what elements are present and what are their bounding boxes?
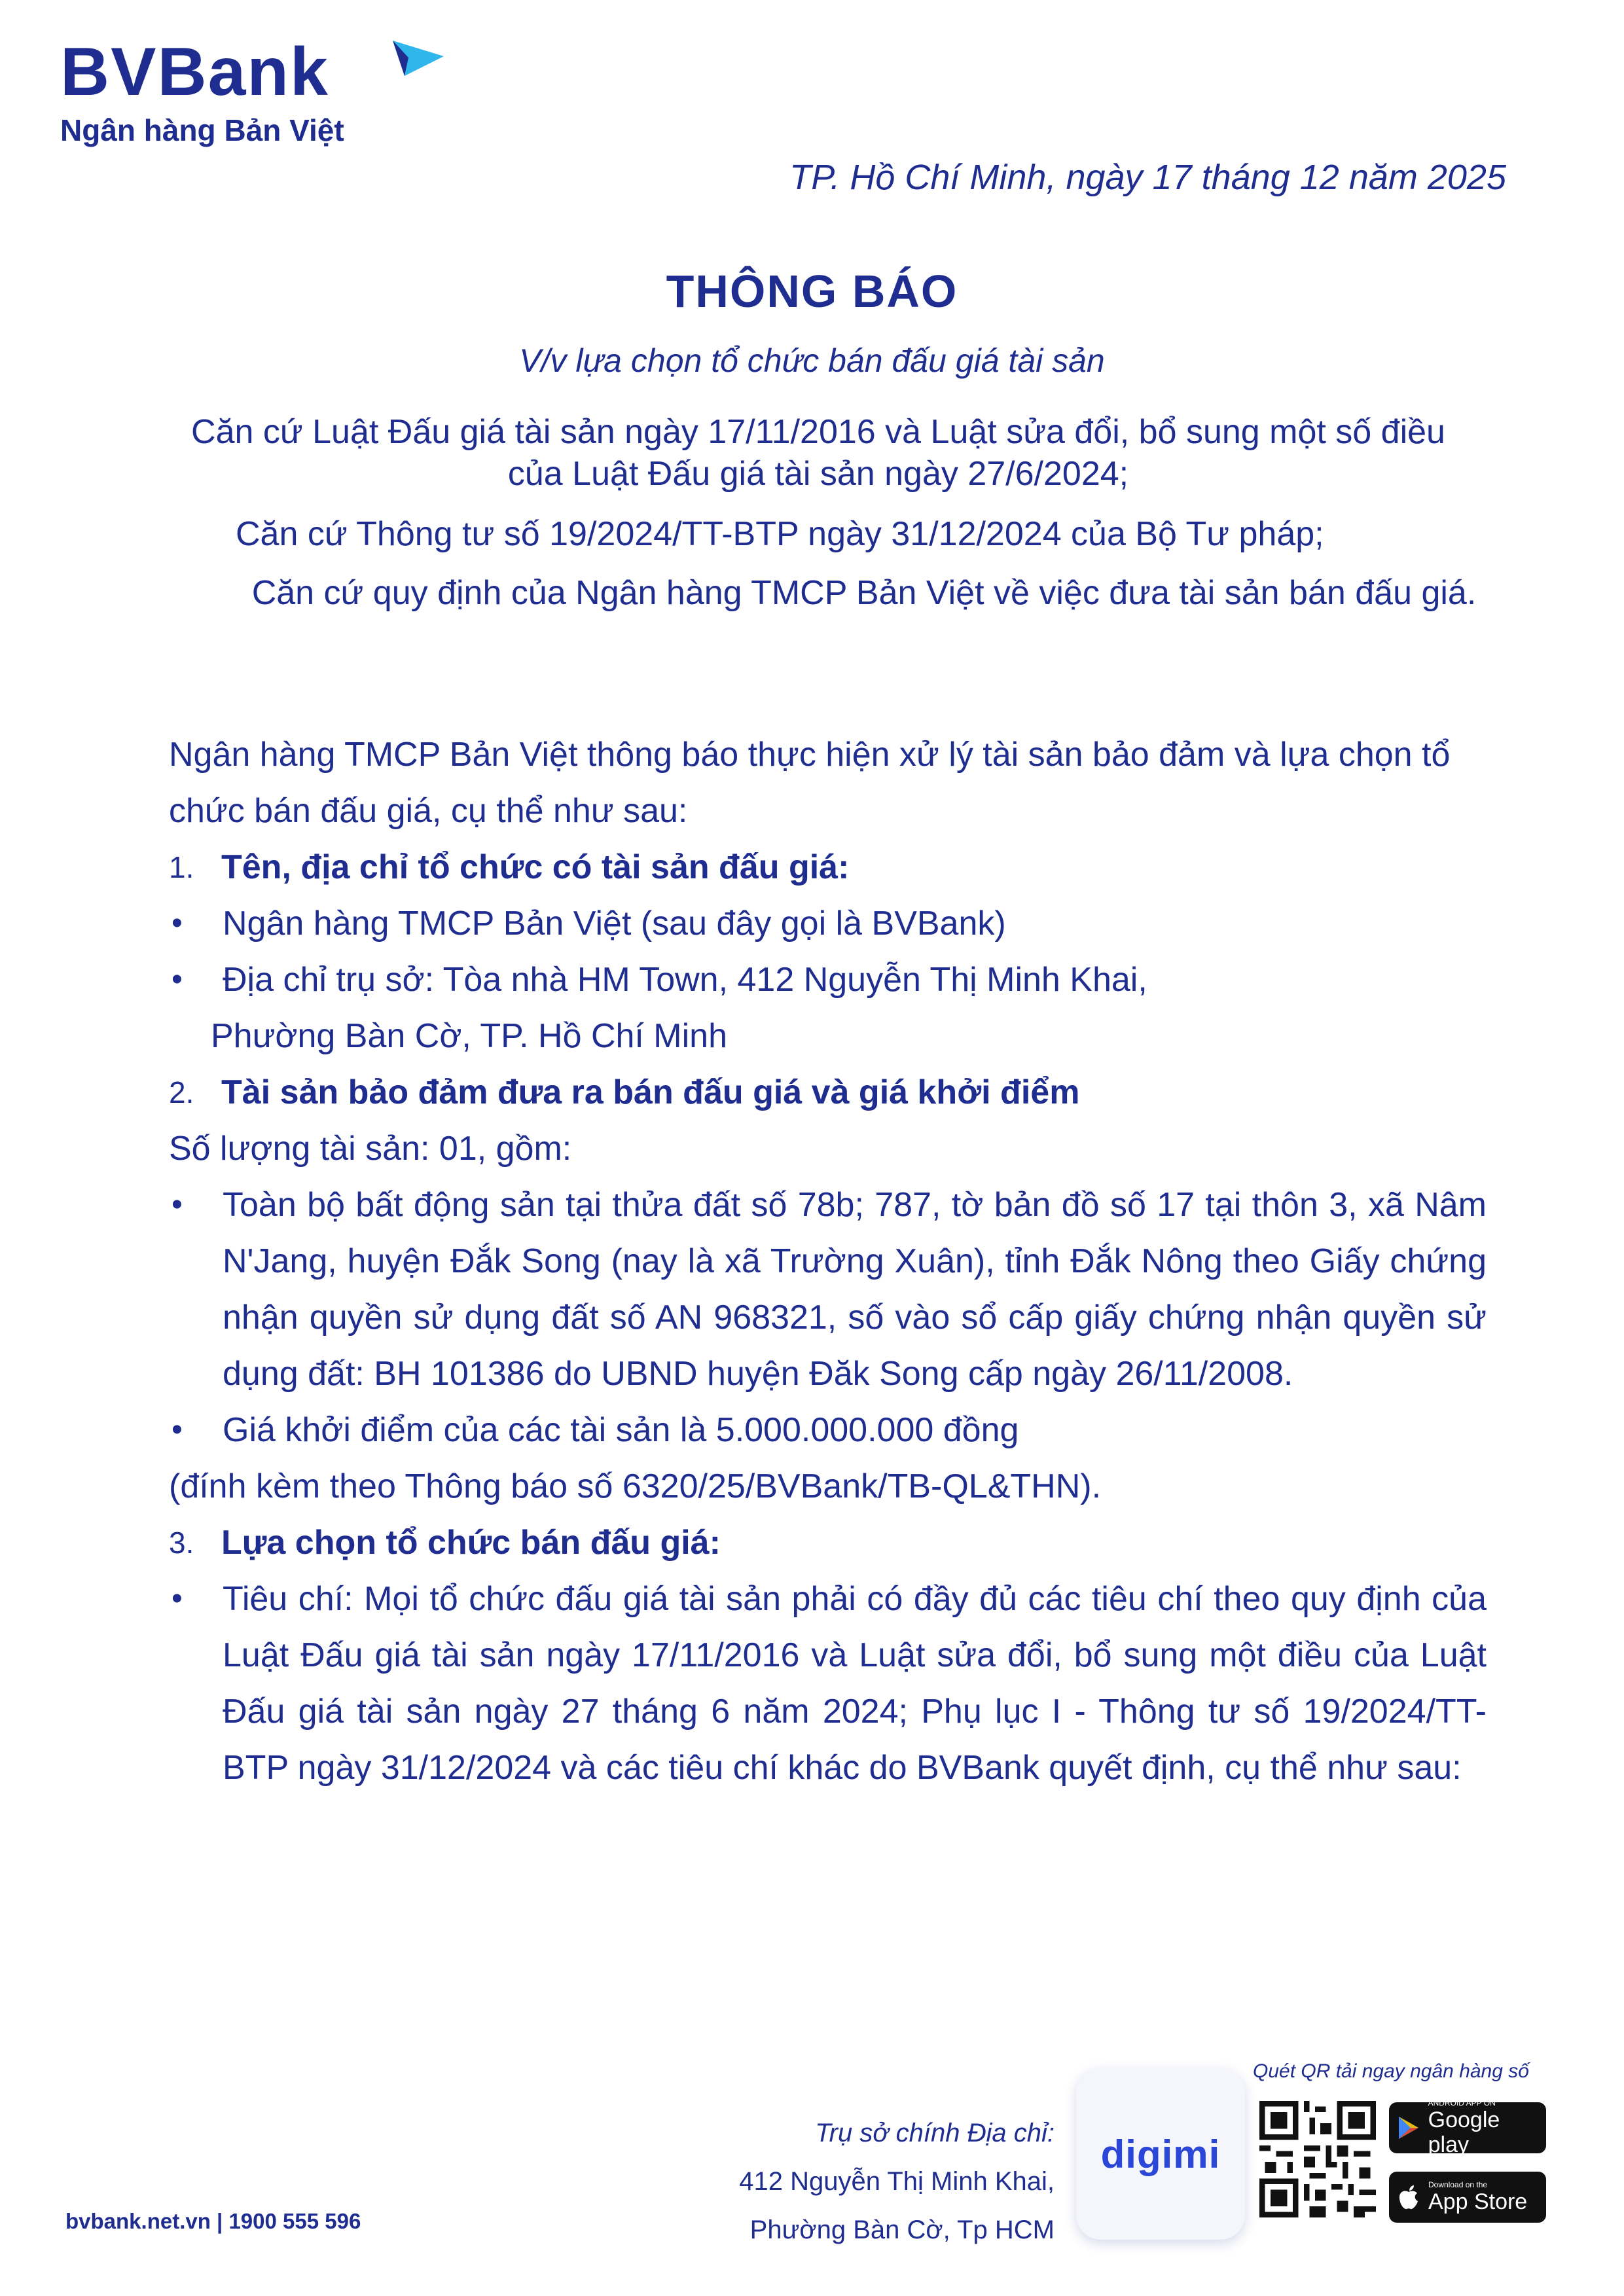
list-item-text: Tiêu chí: Mọi tổ chức đấu giá tài sản phải có đầy đủ các tiêu chí theo quy định của Luật Đấu giá tài sản ngày 17/11/2016 và Luật sửa đổi, bổ sung một điều của Luật Đấu giá tài sản ngày 27 tháng 6 năm 2024; Phụ lục I - Thông tư số 19/2024/TT-BTP ngày 31/12/2024 và các tiêu chí khác do BVBank quyết định, cụ thể như sau: (223, 1580, 1487, 1787)
list-item-text: Ngân hàng TMCP Bản Việt (sau đây gọi là BVBank) (223, 905, 1006, 942)
section-title: Tài sản bảo đảm đưa ra bán đấu giá và giá khởi điểm (221, 1073, 1080, 1111)
google-play-icon (1389, 2115, 1428, 2140)
bullet-icon: • (171, 1412, 183, 1447)
list-item (169, 1571, 1487, 1796)
qr-code-icon[interactable] (1259, 2101, 1376, 2217)
google-play-label: Google play (1428, 2108, 1500, 2157)
app-store-button[interactable] (1389, 2172, 1546, 2223)
section-number: 3. (169, 1526, 194, 1560)
list-item (169, 952, 1487, 1008)
section-3-heading (169, 1515, 1487, 1571)
list-item (169, 1177, 1487, 1402)
list-item-text: Giá khởi điểm của các tài sản là 5.000.000.000 đồng (223, 1411, 1019, 1449)
google-play-small-label: ANDROID APP ON (1428, 2098, 1496, 2108)
section-2-heading (169, 1064, 1487, 1121)
google-play-button[interactable] (1389, 2098, 1546, 2157)
hq-line-2: Phường Bàn Cờ, Tp HCM (749, 2215, 1055, 2244)
notice-body (169, 726, 1487, 1796)
intro-paragraph: Ngân hàng TMCP Bản Việt thông báo thực hiện xử lý tài sản bảo đảm và lựa chọn tổ chức bán đấu giá, cụ thể như sau: (169, 736, 1451, 830)
section-number: 1. (169, 850, 194, 884)
page-title: THÔNG BÁO (666, 266, 958, 317)
hq-line-1: 412 Nguyễn Thị Minh Khai, (739, 2167, 1055, 2196)
brand-name: BVBank (60, 34, 329, 110)
asset-count: Số lượng tài sản: 01, gồm: (169, 1130, 572, 1168)
list-item-text: Địa chỉ trụ sở: Tòa nhà HM Town, 412 Nguyễn Thị Minh Khai, (223, 961, 1147, 999)
bvbank-logo (60, 34, 344, 148)
address-continuation: Phường Bàn Cờ, TP. Hồ Chí Minh (211, 1017, 728, 1055)
bullet-icon: • (171, 962, 183, 997)
legal-basis-2: Căn cứ Thông tư số 19/2024/TT-BTP ngày 31/12/2024 của Bộ Tư pháp; (236, 515, 1324, 553)
bullet-icon: • (171, 906, 183, 941)
date-line: TP. Hồ Chí Minh, ngày 17 tháng 12 năm 2025 (789, 158, 1506, 197)
footer-address (739, 2109, 1055, 2254)
app-name: digimi (1100, 2132, 1221, 2176)
footer-contact[interactable]: bvbank.net.vn | 1900 555 596 (65, 2209, 361, 2233)
section-number: 2. (169, 1075, 194, 1109)
list-item (169, 895, 1487, 952)
app-store-small-label: Download on the (1428, 2180, 1488, 2189)
section-1-heading (169, 839, 1487, 895)
bullet-icon: • (171, 1581, 183, 1616)
legal-basis-3: Căn cứ quy định của Ngân hàng TMCP Bản Việt về việc đưa tài sản bán đấu giá. (251, 574, 1477, 612)
section-title: Tên, địa chỉ tổ chức có tài sản đấu giá: (221, 848, 850, 886)
logo-arrow-icon (388, 38, 446, 84)
section-title: Lựa chọn tổ chức bán đấu giá: (221, 1524, 721, 1562)
digimi-app-icon[interactable] (1076, 2068, 1245, 2240)
app-store-label: App Store (1428, 2189, 1528, 2214)
bullet-icon: • (171, 1187, 183, 1222)
list-item (169, 1402, 1487, 1458)
page-subtitle: V/v lựa chọn tổ chức bán đấu giá tài sản (519, 342, 1105, 379)
attachment-note: (đính kèm theo Thông báo số 6320/25/BVBank/TB-QL&THN). (169, 1467, 1102, 1505)
apple-icon (1389, 2184, 1428, 2210)
qr-caption: Quét QR tải ngay ngân hàng số (1253, 2060, 1529, 2082)
hq-label: Trụ sở chính Địa chỉ: (815, 2119, 1055, 2147)
list-item-text: Toàn bộ bất động sản tại thửa đất số 78b; 787, tờ bản đồ số 17 tại thôn 3, xã Nâm N'Jang, huyện Đắk Song (nay là xã Trường Xuân), tỉnh Đắk Nông theo Giấy chứng nhận quyền sử dụng đất số AN 968321, số vào sổ cấp giấy chứng nhận quyền sử dụng đất: BH 101386 do UBND huyện Đăk Song cấp ngày 26/11/2008. (223, 1186, 1487, 1393)
legal-basis-1: Căn cứ Luật Đấu giá tài sản ngày 17/11/2016 và Luật sửa đổi, bổ sung một số điều của Luật Đấu giá tài sản ngày 27/6/2024; (191, 413, 1445, 493)
brand-tagline: Ngân hàng Bản Việt (60, 113, 344, 147)
